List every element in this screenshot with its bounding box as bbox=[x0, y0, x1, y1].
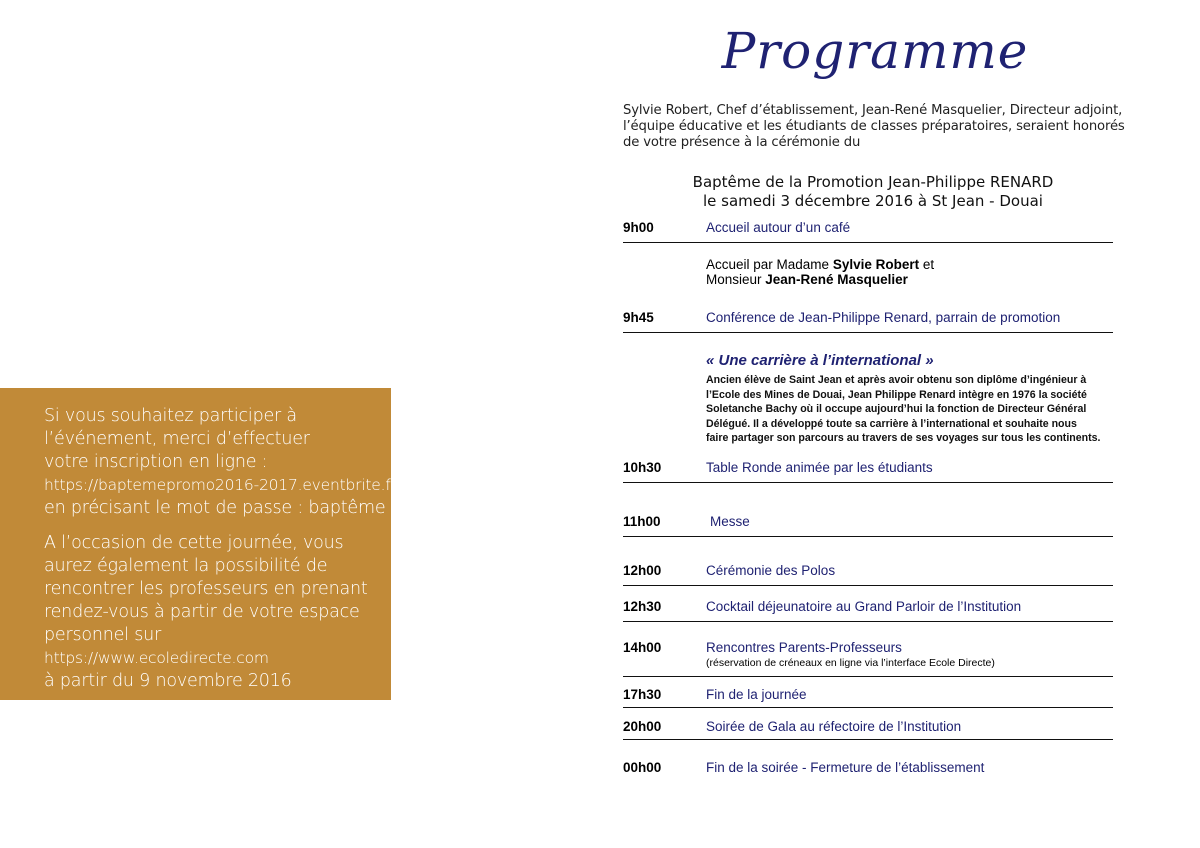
info-line: A l’occasion de cette journée, vous bbox=[44, 533, 344, 553]
schedule-label: Cocktail déjeunatoire au Grand Parloir de l’Institution bbox=[706, 599, 1022, 614]
schedule-time: 10h30 bbox=[623, 460, 662, 475]
info-line: rendez-vous à partir de votre espace bbox=[44, 602, 360, 622]
registration-paragraph bbox=[44, 405, 397, 520]
schedule-label: Fin de la journée bbox=[706, 687, 807, 702]
bio-line: Délégué. Il a développé toute sa carrière à l’international et souhaite nous bbox=[706, 417, 1077, 430]
schedule-time: 9h00 bbox=[623, 220, 654, 235]
schedule-row bbox=[623, 514, 1113, 537]
event-heading bbox=[623, 173, 1123, 211]
bio-line: faire partager son parcours au travers de ses voyages sur tous les continents. bbox=[706, 432, 1101, 445]
welcome-text-part: et bbox=[919, 257, 935, 272]
schedule-row bbox=[623, 310, 1113, 333]
info-line: personnel sur bbox=[44, 625, 162, 645]
schedule-time: 20h00 bbox=[623, 719, 662, 734]
info-line: rencontrer les professeurs en prenant bbox=[44, 579, 368, 599]
schedule-label: Fin de la soirée - Fermeture de l’établissement bbox=[706, 760, 985, 775]
welcome-line bbox=[706, 257, 934, 272]
schedule-label: Messe bbox=[710, 514, 750, 529]
welcome-name: Jean-René Masquelier bbox=[765, 272, 908, 287]
schedule-row bbox=[623, 460, 1113, 483]
schedule-row bbox=[623, 220, 1113, 243]
invitation-intro bbox=[623, 103, 1123, 151]
schedule-row bbox=[623, 563, 1113, 586]
schedule-time: 12h30 bbox=[623, 599, 662, 614]
schedule-time: 12h00 bbox=[623, 563, 662, 578]
info-line: en précisant le mot de passe : baptême bbox=[44, 498, 386, 518]
welcome-text-part: Monsieur bbox=[706, 272, 766, 287]
teachers-meeting-paragraph bbox=[44, 532, 385, 693]
schedule-label: Cérémonie des Polos bbox=[706, 563, 836, 578]
schedule-row bbox=[623, 719, 1113, 740]
info-line: à partir du 9 novembre 2016 bbox=[44, 671, 292, 691]
event-line: Baptême de la Promotion Jean-Philippe RENARD bbox=[692, 173, 1054, 191]
schedule-label: Rencontres Parents-Professeurs bbox=[706, 640, 902, 655]
bio-line: Ancien élève de Saint Jean et après avoir obtenu son diplôme d’ingénieur à bbox=[706, 374, 1087, 386]
schedule-label: Table Ronde animée par les étudiants bbox=[706, 460, 933, 475]
schedule-time: 00h00 bbox=[623, 760, 662, 775]
schedule-row bbox=[623, 640, 1113, 677]
page-title: Programme bbox=[721, 22, 1029, 80]
schedule-time: 17h30 bbox=[623, 687, 662, 702]
schedule-time: 11h00 bbox=[623, 514, 661, 529]
schedule-row bbox=[623, 599, 1113, 622]
event-line: le samedi 3 décembre 2016 à St Jean - Douai bbox=[703, 192, 1043, 210]
welcome-name: Sylvie Robert bbox=[832, 257, 920, 272]
schedule-note: (réservation de créneaux en ligne via l’interface Ecole Directe) bbox=[706, 657, 995, 669]
eventbrite-link[interactable]: https://baptemepromo2016-2017.eventbrite.fr bbox=[44, 476, 397, 494]
schedule-label: Soirée de Gala au réfectoire de l’Institution bbox=[706, 719, 962, 734]
schedule-row bbox=[623, 687, 1113, 708]
info-line: Si vous souhaitez participer à bbox=[44, 406, 297, 426]
bio-line: Soletanche Bachy où il occupe aujourd’hui la fonction de Directeur Général bbox=[706, 403, 1087, 416]
welcome-text-part: Accueil par Madame bbox=[706, 257, 833, 272]
info-line: votre inscription en ligne : bbox=[44, 452, 268, 472]
schedule-time: 9h45 bbox=[623, 310, 654, 325]
welcome-line bbox=[706, 272, 934, 287]
registration-info-box bbox=[0, 388, 397, 700]
conference-title: « Une carrière à l’international » bbox=[706, 352, 934, 369]
intro-line: Sylvie Robert, Chef d’établissement, Jean-René Masquelier, Directeur adjoint, bbox=[623, 103, 1123, 118]
ecoledirecte-link[interactable]: https://www.ecoledirecte.com bbox=[44, 649, 269, 667]
welcome-text bbox=[706, 257, 934, 287]
intro-line: l’équipe éducative et les étudiants de classes préparatoires, seraient honorés bbox=[623, 119, 1125, 134]
bio-line: l’Ecole des Mines de Douai, Jean Philippe Renard intègre en 1976 la société bbox=[706, 388, 1087, 401]
speaker-bio bbox=[706, 373, 1122, 446]
schedule-time: 14h00 bbox=[623, 640, 662, 655]
info-line: aurez également la possibilité de bbox=[44, 556, 328, 576]
intro-line: de votre présence à la cérémonie du bbox=[623, 135, 861, 150]
info-line: l’événement, merci d’effectuer bbox=[44, 429, 310, 449]
schedule-label: Accueil autour d’un café bbox=[706, 220, 851, 235]
schedule-row bbox=[623, 760, 1113, 780]
schedule-label: Conférence de Jean-Philippe Renard, parrain de promotion bbox=[706, 310, 1061, 325]
